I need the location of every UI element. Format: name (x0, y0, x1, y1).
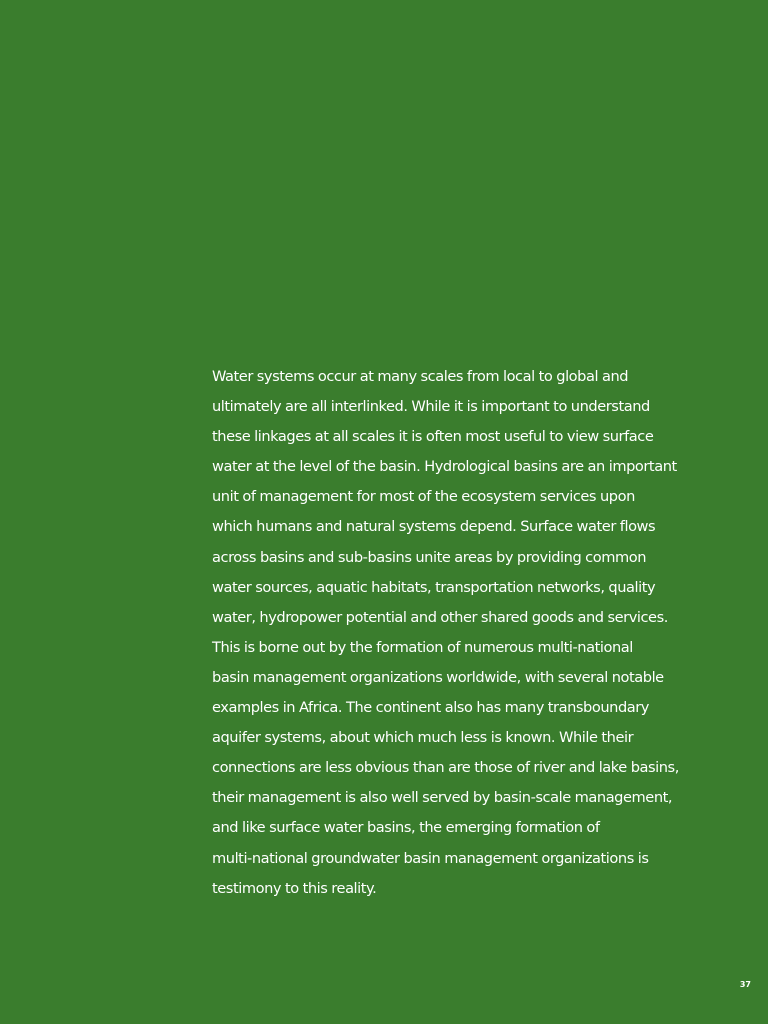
paragraph-line: basin management organizations worldwide, with several notable (212, 668, 664, 686)
paragraph-line: multi-national groundwater basin management organizations is (212, 849, 649, 867)
paragraph-line: Water systems occur at many scales from local to global and (212, 368, 629, 385)
paragraph-line: these linkages at all scales it is often most useful to view surface (212, 428, 654, 446)
paragraph-line: connections are less obvious than are those of river and lake basins, (212, 759, 679, 777)
paragraph-line: aquifer systems, about which much less is known. While their (212, 729, 634, 747)
paragraph-line: across basins and sub-basins unite areas by providing common (212, 548, 647, 566)
paragraph-line: and like surface water basins, the emerging formation of (212, 819, 600, 837)
page-number: 37 (739, 980, 751, 989)
paragraph-line: ultimately are all interlinked. While it is important to understand (212, 398, 650, 416)
paragraph-line: water at the level of the basin. Hydrological basins are an important (212, 458, 677, 476)
paragraph-line: testimony to this reality. (212, 879, 377, 897)
paragraph-line: This is borne out by the formation of numerous multi-national (212, 638, 633, 656)
body-paragraph (212, 362, 712, 904)
paragraph-line: water sources, aquatic habitats, transportation networks, quality (212, 578, 656, 596)
paragraph-line: which humans and natural systems depend. Surface water flows (212, 518, 656, 536)
paragraph-line: water, hydropower potential and other shared goods and services. (212, 608, 668, 626)
paragraph-line: unit of management for most of the ecosystem services upon (212, 488, 635, 506)
paragraph-line: their management is also well served by basin-scale management, (212, 789, 673, 807)
paragraph-line: examples in Africa. The continent also has many transboundary (212, 699, 649, 717)
